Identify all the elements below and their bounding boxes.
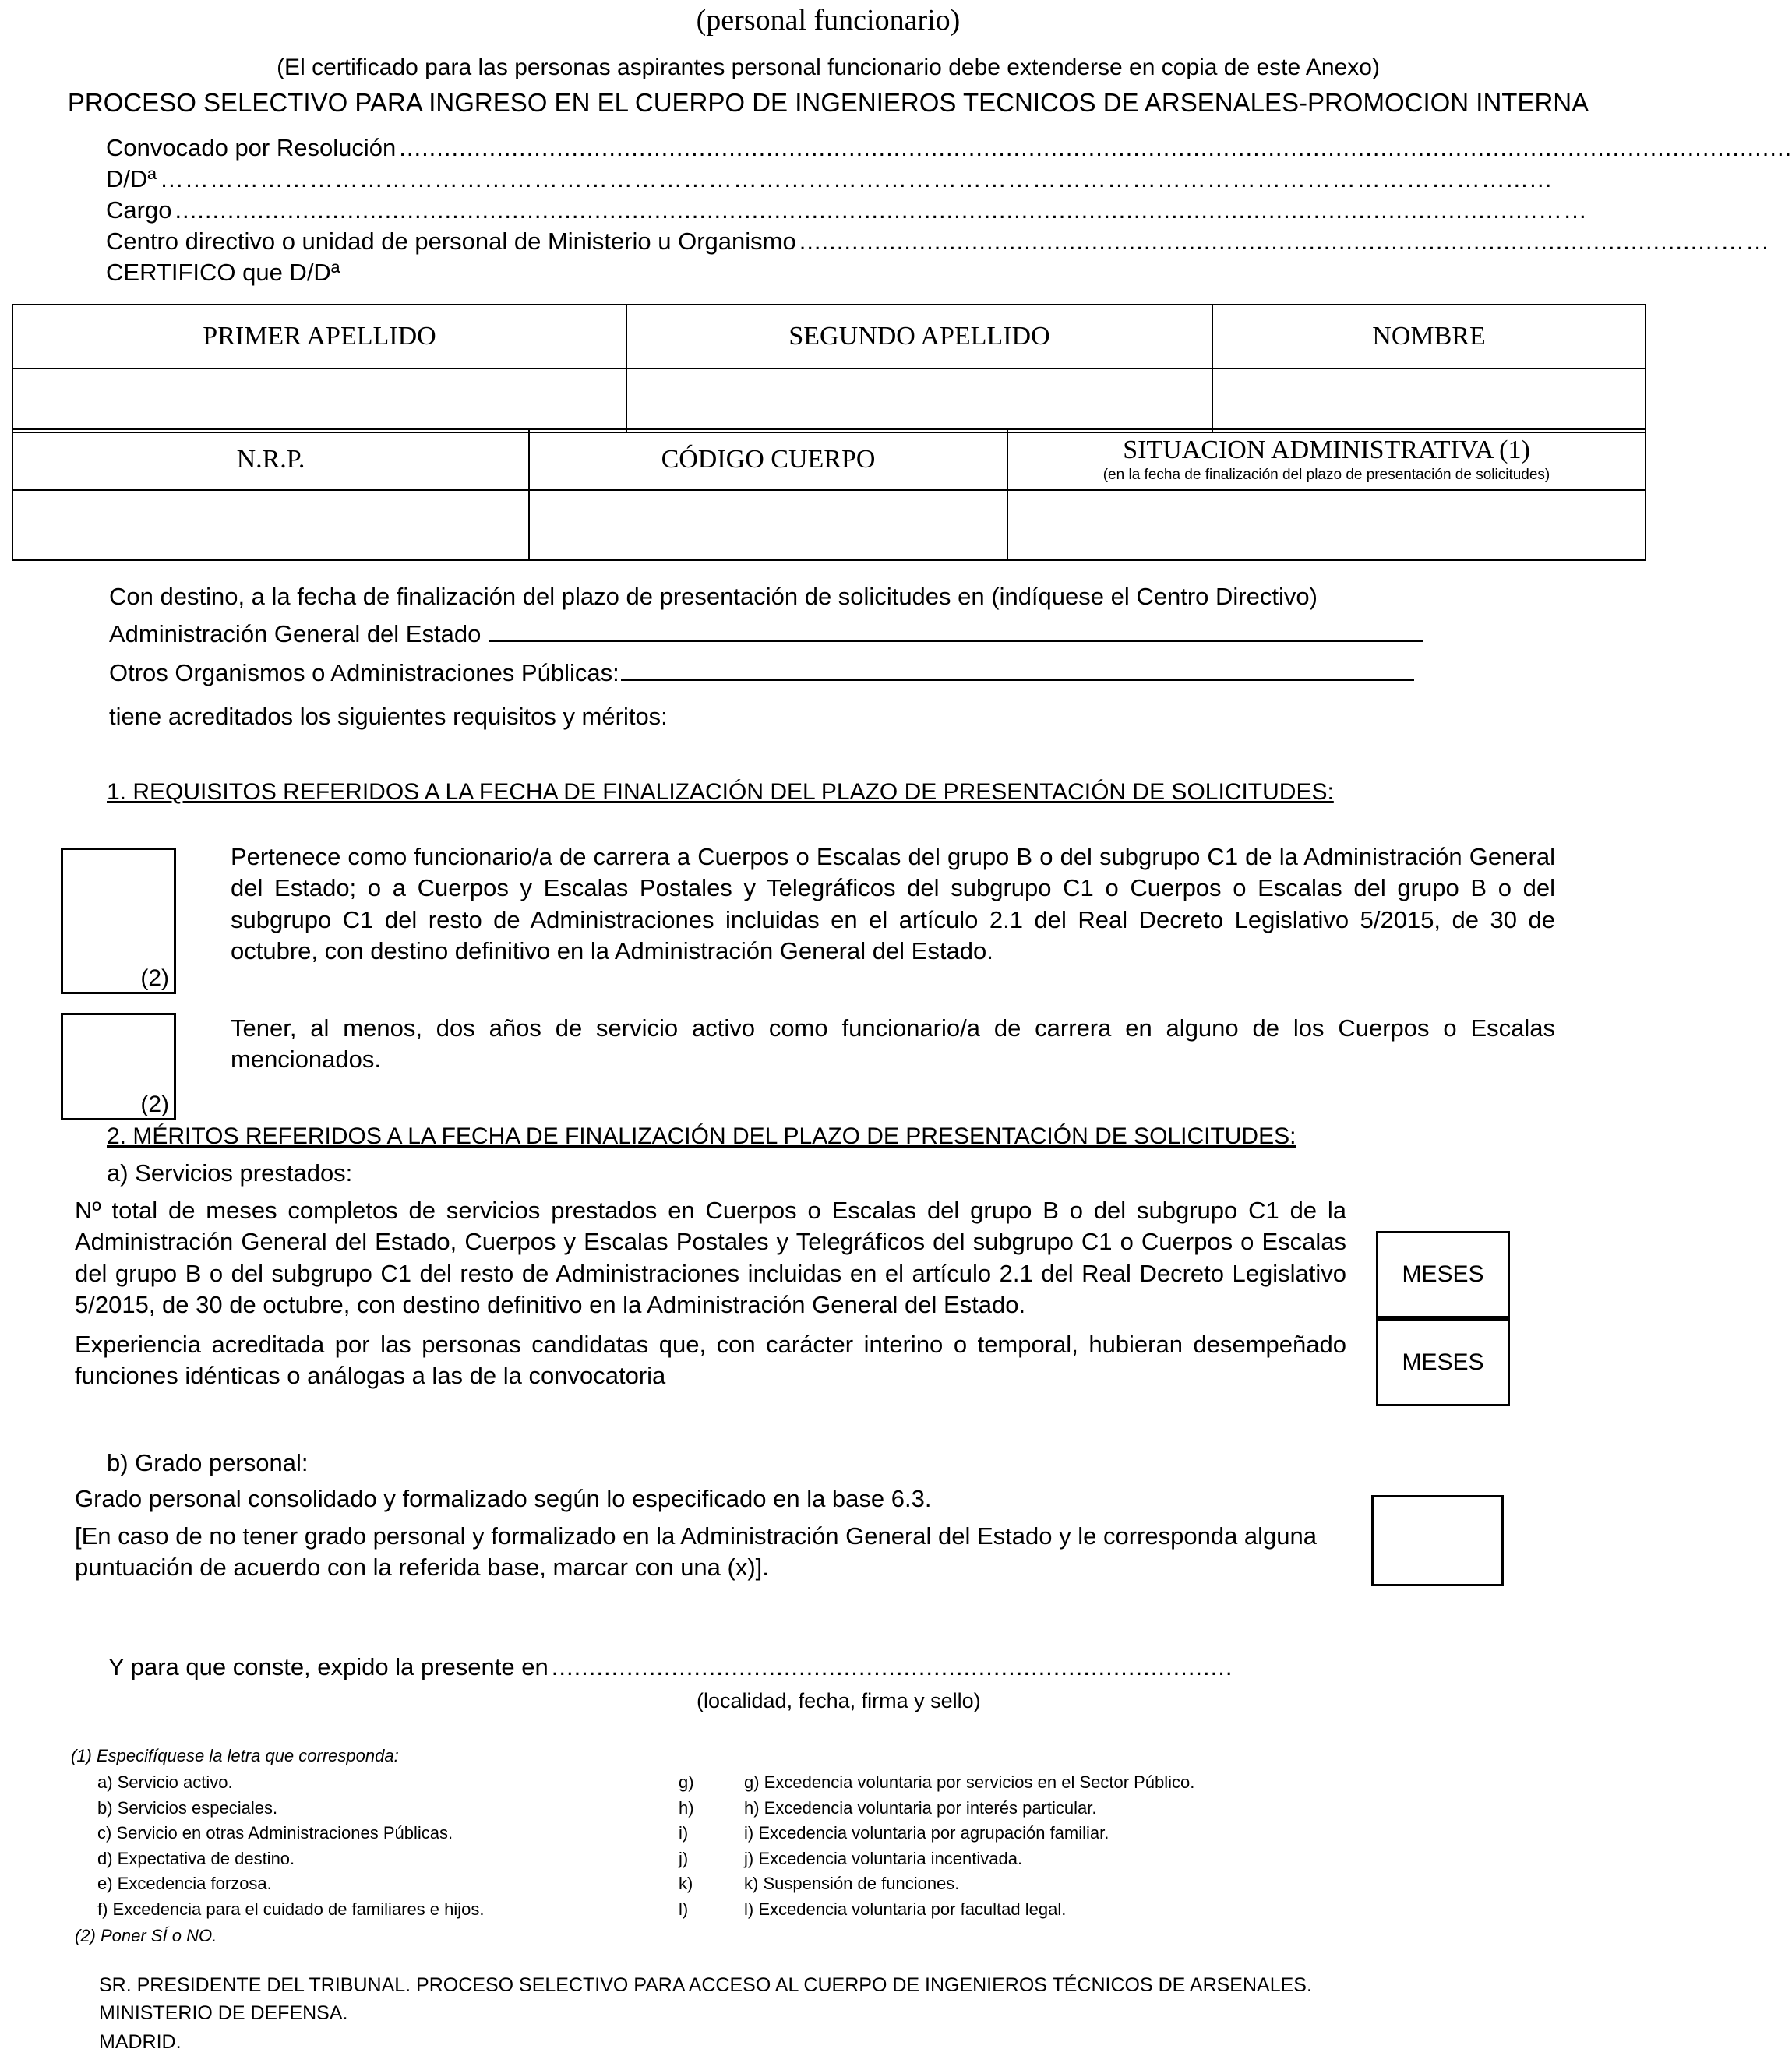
- footnote-marker-k: k): [679, 1874, 693, 1894]
- field-label-otros-organismos: Otros Organismos o Administraciones Públicas:: [109, 659, 619, 686]
- cell-nrp[interactable]: [12, 490, 529, 560]
- table-row-admin-values[interactable]: [12, 490, 1646, 560]
- field-label-certifico: CERTIFICO que D/Dª: [106, 259, 340, 286]
- section-2-grado-text-1: Grado personal consolidado y formalizado según lo especificado en la base 6.3.: [75, 1485, 932, 1512]
- cell-situacion-administrativa[interactable]: [1007, 490, 1646, 560]
- section-1-heading: 1. REQUISITOS REFERIDOS A LA FECHA DE FINALIZACIÓN DEL PLAZO DE PRESENTACIÓN DE SOLICITUDES:: [107, 779, 1334, 805]
- footnote-2: (2) Poner SÍ o NO.: [75, 1926, 217, 1945]
- section-2-subheading-b: b) Grado personal:: [107, 1449, 309, 1476]
- footnote-1-mid-list: [679, 1770, 694, 1922]
- footnote-marker-h: h): [679, 1797, 694, 1818]
- footnote-item-a: a) Servicio activo.: [97, 1772, 233, 1792]
- checkbox-requisito-1-caption: (2): [140, 965, 169, 991]
- section-2-heading: 2. MÉRITOS REFERIDOS A LA FECHA DE FINALIZACIÓN DEL PLAZO DE PRESENTACIÓN DE SOLICITUDES:: [107, 1123, 1296, 1149]
- dotted-fill-ddna: ………………………………………………………………………………………………………………………………………………...…: [159, 165, 1554, 192]
- footnote-item-i: i) Excedencia voluntaria por agrupación familiar.: [744, 1823, 1109, 1843]
- table-row-header-admin: [12, 429, 1646, 490]
- meses-box-servicios-prestados[interactable]: [1376, 1231, 1510, 1318]
- footnote-1-left-list: [97, 1770, 485, 1922]
- footnote-item-l: l) Excedencia voluntaria por facultad legal.: [744, 1899, 1067, 1919]
- footnote-item-e: e) Excedencia forzosa.: [97, 1874, 272, 1894]
- checkbox-requisito-2-caption: (2): [140, 1091, 169, 1117]
- field-label-cargo: Cargo: [106, 196, 172, 224]
- footnote-item-f: f) Excedencia para el cuidado de familiares e hijos.: [97, 1899, 485, 1919]
- cell-segundo-apellido[interactable]: [626, 369, 1212, 432]
- identity-table: [12, 304, 1646, 433]
- section-2-servicios-text: Nº total de meses completos de servicios prestados en Cuerpos o Escalas del grupo B o del subgrupo C1 de la Administración General del Estado, Cuerpos y Escalas Postales y Telegráficos del subgrupo C1 o Cuerpos o Escalas del grupo B o del subgrupo C1 del resto de Administraciones incluidas en el artículo 2.1 del Real Decreto Legislativo 5/2015, de 30 de octubre, con destino definitivo en la Administración General del Estado.: [75, 1197, 1346, 1318]
- blank-line-otros-organismos[interactable]: [621, 659, 1414, 681]
- header-note: (El certificado para las personas aspirantes personal funcionario debe extenderse en copia de este Anexo): [277, 55, 1380, 80]
- section-2-experiencia-text: Experiencia acreditada por las personas candidatas que, con carácter interino o temporal, hubieran desempeñado funciones idénticas o análogas a las de la convocatoria: [75, 1331, 1346, 1390]
- checkbox-requisito-2[interactable]: [61, 1013, 176, 1120]
- footnote-item-d: d) Expectativa de destino.: [97, 1848, 295, 1868]
- footnote-1-right-list: [744, 1770, 1194, 1922]
- dotted-fill-expido: ...........................................................................................: [551, 1653, 1233, 1680]
- grado-personal-checkbox[interactable]: [1371, 1495, 1504, 1586]
- footnote-1-intro: (1) Especifíquese la letra que corresponda:: [71, 1746, 399, 1765]
- destino-closing-line: tiene acreditados los siguientes requisitos y méritos:: [109, 703, 668, 730]
- field-cargo[interactable]: [106, 196, 1588, 224]
- section-1-item-1-text: Pertenece como funcionario/a de carrera a Cuerpos o Escalas del grupo B o del subgrupo C1 de la Administración General del Estado; o a Cuerpos y Escalas Postales y Telegráficos del subgrupo C1 o Cuerpos o Escalas del grupo B o del subgrupo C1 del resto de Administraciones incluidas en el artículo 2.1 del Real Decreto Legislativo 5/2015, de 30 de octubre, con destino definitivo en la Administración General del Estado.: [231, 843, 1555, 965]
- meses-box-servicios-label: MESES: [1402, 1261, 1484, 1287]
- cell-primer-apellido[interactable]: [12, 369, 626, 432]
- section-2-grado-text-2: [En caso de no tener grado personal y formalizado en la Administración General del Estado y le corresponda alguna puntuación de acuerdo con la referida base, marcar con una (x)].: [75, 1522, 1318, 1582]
- dotted-fill-cargo: ......................................................................................................................................................................................……: [175, 196, 1588, 224]
- footnote-marker-i: i): [679, 1823, 689, 1843]
- meses-box-experiencia[interactable]: [1376, 1318, 1510, 1406]
- cell-nombre[interactable]: [1212, 369, 1646, 432]
- address-line-tribunal: SR. PRESIDENTE DEL TRIBUNAL. PROCESO SELECTIVO PARA ACCESO AL CUERPO DE INGENIEROS TÉCNICOS DE ARSENALES.: [99, 1974, 1312, 1996]
- field-label-centro-directivo: Centro directivo o unidad de personal de Ministerio u Organismo: [106, 227, 796, 255]
- closing-caption: (localidad, fecha, firma y sello): [697, 1689, 981, 1712]
- dotted-fill-centro-directivo: ...........................................................................................................................……: [799, 227, 1771, 255]
- footnote-item-k: k) Suspensión de funciones.: [744, 1874, 960, 1894]
- footnote-marker-l: l): [679, 1899, 689, 1919]
- section-2-subheading-a: a) Servicios prestados:: [107, 1159, 353, 1187]
- cell-codigo-cuerpo[interactable]: [529, 490, 1007, 560]
- col-header-codigo-cuerpo: CÓDIGO CUERPO: [529, 429, 1007, 490]
- footnote-item-h: h) Excedencia voluntaria por interés particular.: [744, 1797, 1097, 1818]
- blank-line-administracion-general-estado[interactable]: [489, 620, 1423, 642]
- address-block: [99, 1971, 1312, 2056]
- footnote-marker-g: g): [679, 1772, 694, 1792]
- footnote-item-j: j) Excedencia voluntaria incentivada.: [744, 1848, 1023, 1868]
- section-1-item-2-text: Tener, al menos, dos años de servicio activo como funcionario/a de carrera en alguno de los Cuerpos o Escalas mencionados.: [231, 1014, 1555, 1074]
- field-ddna[interactable]: [106, 165, 1554, 193]
- field-administracion-general-estado[interactable]: [109, 620, 1423, 648]
- meses-box-experiencia-label: MESES: [1402, 1349, 1484, 1375]
- col-header-nombre: NOMBRE: [1212, 305, 1646, 369]
- col-header-situacion-title: SITUACION ADMINISTRATIVA (1): [1123, 436, 1530, 464]
- page-subtitle-personal-funcionario: (personal funcionario): [696, 4, 961, 37]
- footnote-item-g: g) Excedencia voluntaria por servicios en el Sector Público.: [744, 1772, 1195, 1792]
- field-centro-directivo[interactable]: [106, 227, 1771, 256]
- col-header-primer-apellido: PRIMER APELLIDO: [12, 305, 626, 369]
- address-line-ciudad: MADRID.: [99, 2030, 182, 2053]
- col-header-situacion-administrativa: [1007, 429, 1646, 490]
- field-otros-organismos[interactable]: [109, 659, 1414, 687]
- table-row-header-names: [12, 305, 1646, 369]
- field-label-administracion-general-estado: Administración General del Estado: [109, 620, 482, 647]
- footnote-marker-j: j): [679, 1848, 689, 1868]
- dotted-fill-convocado: ..........................................................................................................................................................................................: [399, 134, 1792, 161]
- col-header-nrp: N.R.P.: [12, 429, 529, 490]
- field-label-convocado: Convocado por Resolución: [106, 134, 397, 161]
- destino-intro-line: Con destino, a la fecha de finalización del plazo de presentación de solicitudes en (indíquese el Centro Directivo): [109, 583, 1318, 610]
- address-line-ministerio: MINISTERIO DE DEFENSA.: [99, 2002, 348, 2025]
- page-title: PROCESO SELECTIVO PARA INGRESO EN EL CUERPO DE INGENIEROS TECNICOS DE ARSENALES-PROMOCION INTERNA: [67, 88, 1589, 117]
- administrative-table: [12, 428, 1646, 561]
- col-header-situacion-subtitle: (en la fecha de finalización del plazo de presentación de solicitudes): [1102, 467, 1550, 483]
- footnote-item-c: c) Servicio en otras Administraciones Públicas.: [97, 1823, 453, 1843]
- field-label-expido: Y para que conste, expido la presente en: [108, 1653, 549, 1680]
- checkbox-requisito-1[interactable]: [61, 848, 176, 994]
- field-expido-la-presente[interactable]: [108, 1653, 1246, 1681]
- col-header-segundo-apellido: SEGUNDO APELLIDO: [626, 305, 1212, 369]
- field-convocado-por-resolucion[interactable]: [106, 134, 1792, 162]
- field-label-ddna: D/Dª: [106, 165, 157, 192]
- table-row-names-values[interactable]: [12, 369, 1646, 432]
- footnote-item-b: b) Servicios especiales.: [97, 1797, 278, 1818]
